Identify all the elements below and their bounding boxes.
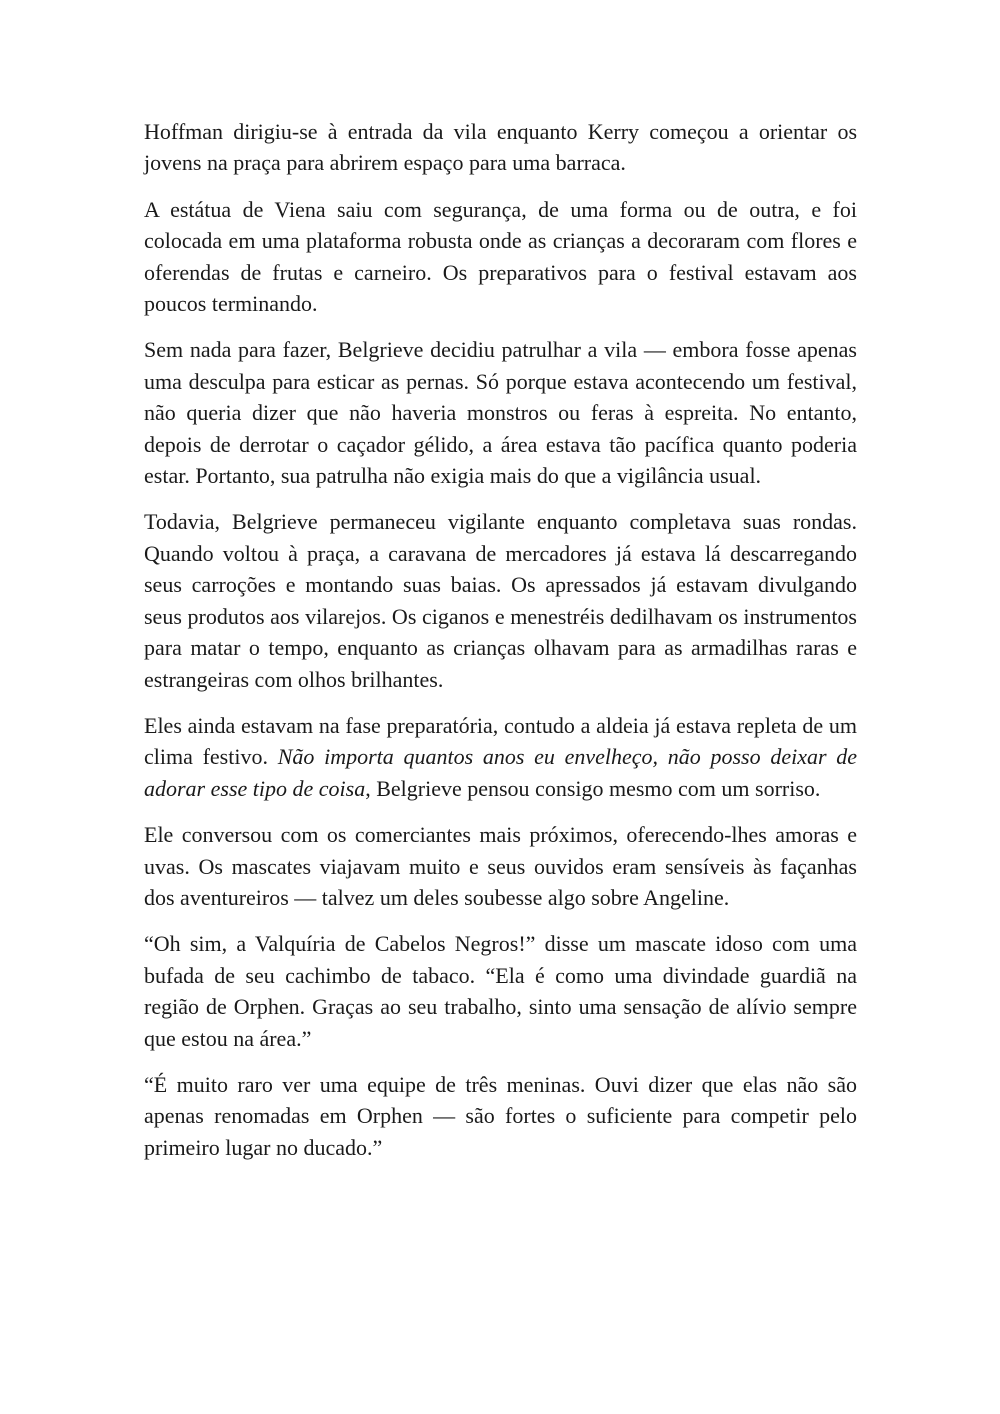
paragraph: Ele conversou com os comerciantes mais próximos, oferecendo-lhes amoras e uvas. Os mascates viajavam muito e seus ouvidos eram sensíveis às façanhas dos aventureiros — talvez um deles soubesse algo sobre Angeline. [144, 822, 857, 910]
paragraph: “Oh sim, a Valquíria de Cabelos Negros!” disse um mascate idoso com uma bufada de seu cachimbo de tabaco. “Ela é como uma divindade guardiã na região de Orphen. Graças ao seu trabalho, sinto uma sensação de alívio sempre que estou na área.” [144, 931, 857, 1051]
paragraph: Todavia, Belgrieve permaneceu vigilante enquanto completava suas rondas. Quando voltou à praça, a caravana de mercadores já estava lá descarregando seus carroções e montando suas baias. Os apressados já estavam divulgando seus produtos aos vilarejos. Os ciganos e menestréis dedilhavam os instrumentos para matar o tempo, enquanto as crianças olhavam para as armadilhas raras e estrangeiras com olhos brilhantes. [144, 509, 857, 692]
paragraph: “É muito raro ver uma equipe de três meninas. Ouvi dizer que elas não são apenas renomadas em Orphen — são fortes o suficiente para competir pelo primeiro lugar no ducado.” [144, 1071, 857, 1160]
paragraph: Hoffman dirigiu-se à entrada da vila enquanto Kerry começou a orientar os jovens na praça para abrirem espaço para uma barraca. [144, 119, 857, 176]
paragraph [144, 710, 857, 804]
paragraph: Sem nada para fazer, Belgrieve decidiu patrulhar a vila — embora fosse apenas uma desculpa para esticar as pernas. Só porque estava acontecendo um festival, não queria dizer que não haveria monstros ou feras à espreita. No entanto, depois de derrotar o caçador gélido, a área estava tão pacífica quanto poderia estar. Portanto, sua patrulha não exigia mais do que a vigilância usual. [144, 337, 857, 489]
italic-thought: Não importa quantos anos eu envelheço, não posso deixar de adorar esse tipo de coisa [144, 744, 858, 801]
paragraph-text: , Belgrieve pensou consigo mesmo com um sorriso. [365, 775, 821, 801]
document-page [144, 116, 857, 1178]
paragraph: A estátua de Viena saiu com segurança, de uma forma ou de outra, e foi colocada em uma plataforma robusta onde as crianças a decoraram com flores e oferendas de frutas e carneiro. Os preparativos para o festival estavam aos poucos terminando. [144, 196, 857, 317]
paragraph-text: Eles ainda estavam na fase preparatória, contudo a aldeia já estava repleta de um clima festivo. [144, 712, 857, 770]
